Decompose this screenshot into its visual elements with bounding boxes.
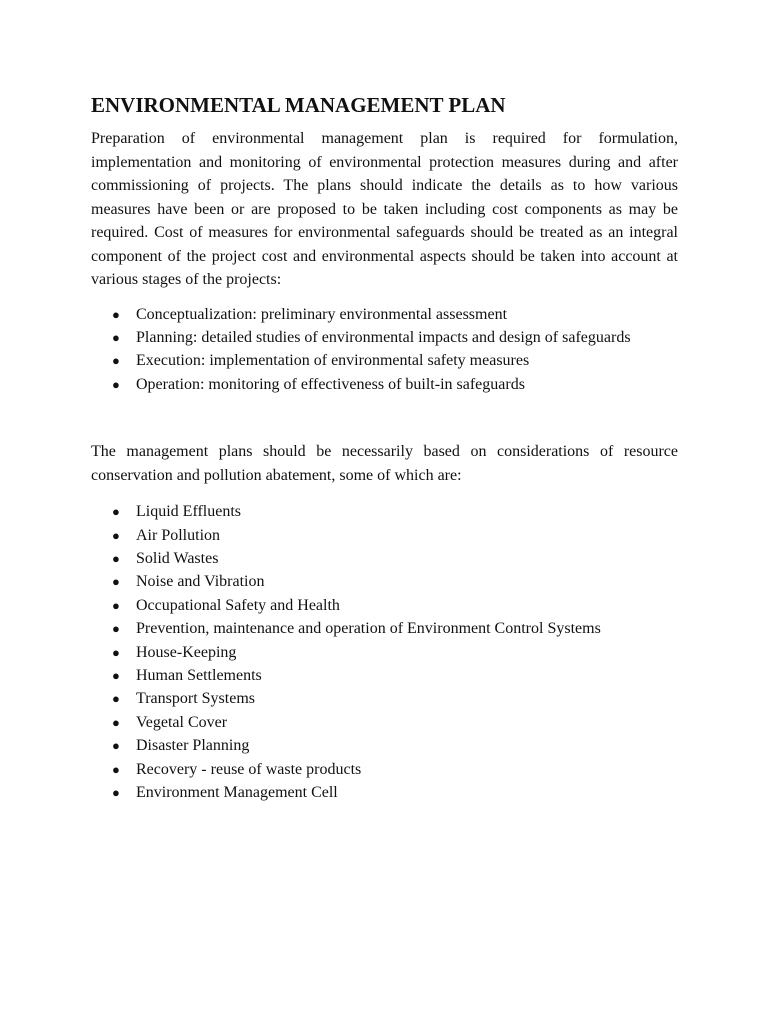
list-item xyxy=(91,594,678,617)
list-item-text: Noise and Vibration xyxy=(136,573,265,591)
list-item-text: Prevention, maintenance and operation of Environment Control Systems xyxy=(136,620,601,638)
bullet-icon: ● xyxy=(112,574,120,590)
list-item-text: Liquid Effluents xyxy=(136,503,242,521)
considerations-list xyxy=(91,500,678,804)
list-item-text: Disaster Planning xyxy=(136,737,250,755)
list-item-text: Planning: detailed studies of environmental impacts and design of safeguards xyxy=(136,328,631,346)
list-item-text: Conceptualization: preliminary environmental assessment xyxy=(136,305,508,323)
list-item-text: Occupational Safety and Health xyxy=(136,596,340,614)
bullet-icon: ● xyxy=(112,667,120,683)
bullet-icon: ● xyxy=(112,597,120,613)
list-item xyxy=(91,664,678,687)
list-item-text: Human Settlements xyxy=(136,666,262,684)
bullet-icon: ● xyxy=(112,550,120,566)
bullet-icon: ● xyxy=(112,376,120,392)
list-item-text: House-Keeping xyxy=(136,643,237,661)
list-item xyxy=(91,711,678,734)
list-item xyxy=(91,349,678,372)
bullet-icon: ● xyxy=(112,353,120,369)
list-item xyxy=(91,617,678,640)
bullet-icon: ● xyxy=(112,738,120,754)
list-item xyxy=(91,500,678,523)
list-item-text: Air Pollution xyxy=(136,526,221,544)
bullet-icon: ● xyxy=(112,527,120,543)
list-item xyxy=(91,547,678,570)
bullet-icon: ● xyxy=(112,785,120,800)
bullet-icon: ● xyxy=(112,329,120,345)
document-title: ENVIRONMENTAL MANAGEMENT PLAN xyxy=(91,93,506,117)
list-item xyxy=(91,570,678,593)
bullet-icon: ● xyxy=(112,621,120,637)
stages-list xyxy=(91,303,678,397)
bullet-icon: ● xyxy=(112,306,120,322)
intro-paragraph: Preparation of environmental management plan is required for formulation, implementation and monitoring of environmental protection measures during and after commissioning of projects. The plans should indicate the details as to how various measures have been or are proposed to be taken including cost components as may be required. Cost of measures for environmental safeguards should be treated as an integral component of the project cost and environmental aspects should be taken into account at various stages of the projects: xyxy=(91,130,678,288)
list-item xyxy=(91,758,678,781)
bullet-icon: ● xyxy=(112,761,120,777)
bullet-icon: ● xyxy=(112,644,120,660)
bullet-icon: ● xyxy=(112,504,120,520)
list-item xyxy=(91,641,678,664)
list-item xyxy=(91,734,678,757)
list-item-text: Operation: monitoring of effectiveness of built-in safeguards xyxy=(136,375,525,393)
bullet-icon: ● xyxy=(112,714,120,730)
list-item xyxy=(91,687,678,710)
list-item-text: Recovery - reuse of waste products xyxy=(136,760,362,778)
list-item xyxy=(91,326,678,349)
list-item-text: Transport Systems xyxy=(136,690,255,708)
list-item xyxy=(91,303,678,326)
considerations-paragraph: The management plans should be necessarily based on considerations of resource conservation and pollution abatement, some of which are: xyxy=(91,443,678,484)
list-item-text: Environment Management Cell xyxy=(136,784,338,801)
document-page xyxy=(91,92,678,804)
list-item xyxy=(91,524,678,547)
list-item xyxy=(91,781,678,804)
list-item xyxy=(91,373,678,396)
list-item-text: Vegetal Cover xyxy=(136,713,228,731)
list-item-text: Execution: implementation of environmental safety measures xyxy=(136,352,530,370)
bullet-icon: ● xyxy=(112,691,120,707)
list-item-text: Solid Wastes xyxy=(136,549,219,567)
